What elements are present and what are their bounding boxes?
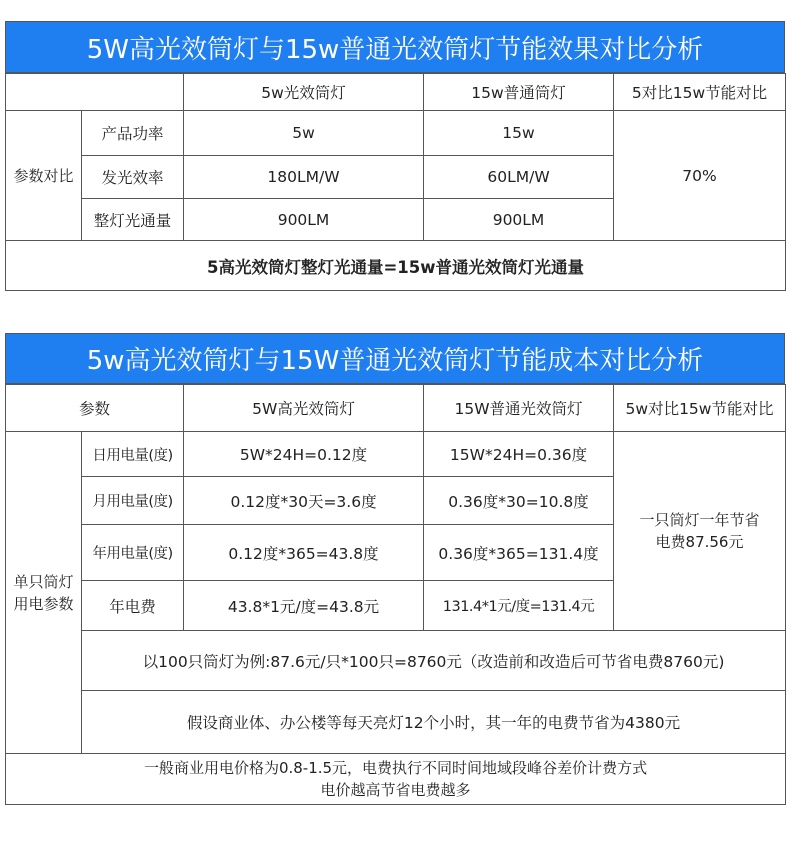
table1-group-label: 参数对比	[6, 111, 82, 241]
value-cell-b: 15w	[424, 111, 614, 156]
table1-comparison-value: 70%	[614, 111, 786, 241]
table2-assumption: 假设商业体、办公楼等每天亮灯12个小时，其一年的电费节省为4380元	[82, 691, 786, 754]
table2-saving-summary	[614, 432, 786, 631]
table1-header-col-compare: 5对比15w节能对比	[614, 74, 786, 111]
table1-header-empty	[6, 74, 184, 111]
table2-example: 以100只筒灯为例:87.6元/只*100只=8760元（改造前和改造后可节省电费8760元)	[82, 631, 786, 691]
param-cell: 年电费	[82, 581, 184, 631]
table-row	[6, 111, 786, 156]
table1-footer: 5高光效筒灯整灯光通量=15w普通光效筒灯光通量	[6, 241, 786, 291]
table1-footer-row	[6, 241, 786, 291]
param-cell: 发光效率	[82, 156, 184, 199]
table1-header-row	[6, 74, 786, 111]
value-cell-a: 900LM	[184, 199, 424, 241]
value-cell-a: 0.12度*30天=3.6度	[184, 477, 424, 525]
table2-note-row	[6, 754, 786, 805]
table2-header-col-a: 5W高光效筒灯	[184, 385, 424, 432]
value-cell-b: 15W*24H=0.36度	[424, 432, 614, 477]
value-cell-a: 5w	[184, 111, 424, 156]
param-cell: 年用电量(度)	[82, 525, 184, 581]
table2-note	[6, 754, 786, 805]
energy-effect-panel	[5, 21, 785, 291]
table2-header-col-compare: 5w对比15w节能对比	[614, 385, 786, 432]
note-line2: 电价越高节省电费越多	[320, 781, 471, 799]
table2-example-row	[6, 631, 786, 691]
table2-header-col-b: 15W普通光效筒灯	[424, 385, 614, 432]
value-cell-a: 180LM/W	[184, 156, 424, 199]
param-cell: 产品功率	[82, 111, 184, 156]
energy-cost-panel	[5, 333, 785, 805]
table2-group-label-line1: 单只筒灯	[13, 572, 74, 591]
table2-header-param: 参数	[6, 385, 184, 432]
table1-header-col-b: 15w普通筒灯	[424, 74, 614, 111]
value-cell-a: 5W*24H=0.12度	[184, 432, 424, 477]
note-line1: 一般商业用电价格为0.8-1.5元，电费执行不同时间地域段峰谷差价计费方式	[143, 759, 648, 777]
energy-effect-table	[5, 73, 786, 291]
table1-title: 5W高光效筒灯与15w普通光效筒灯节能效果对比分析	[5, 21, 785, 73]
value-cell-b: 0.36度*365=131.4度	[424, 525, 614, 581]
saving-line2: 电费87.56元	[655, 533, 744, 551]
table2-assumption-row	[6, 691, 786, 754]
value-cell-b: 900LM	[424, 199, 614, 241]
value-cell-b: 60LM/W	[424, 156, 614, 199]
param-cell: 整灯光通量	[82, 199, 184, 241]
value-cell-a: 43.8*1元/度=43.8元	[184, 581, 424, 631]
table-row	[6, 432, 786, 477]
table2-group-label-line2: 用电参数	[13, 594, 74, 613]
param-cell: 月用电量(度)	[82, 477, 184, 525]
value-cell-b: 0.36度*30=10.8度	[424, 477, 614, 525]
value-cell-a: 0.12度*365=43.8度	[184, 525, 424, 581]
table2-title: 5w高光效筒灯与15W普通光效筒灯节能成本对比分析	[5, 333, 785, 384]
param-cell: 日用电量(度)	[82, 432, 184, 477]
table1-header-col-a: 5w光效筒灯	[184, 74, 424, 111]
energy-cost-table	[5, 384, 786, 805]
table2-header-row	[6, 385, 786, 432]
value-cell-b: 131.4*1元/度=131.4元	[424, 581, 614, 631]
saving-line1: 一只筒灯一年节省	[639, 511, 760, 529]
table2-group-label	[6, 432, 82, 754]
